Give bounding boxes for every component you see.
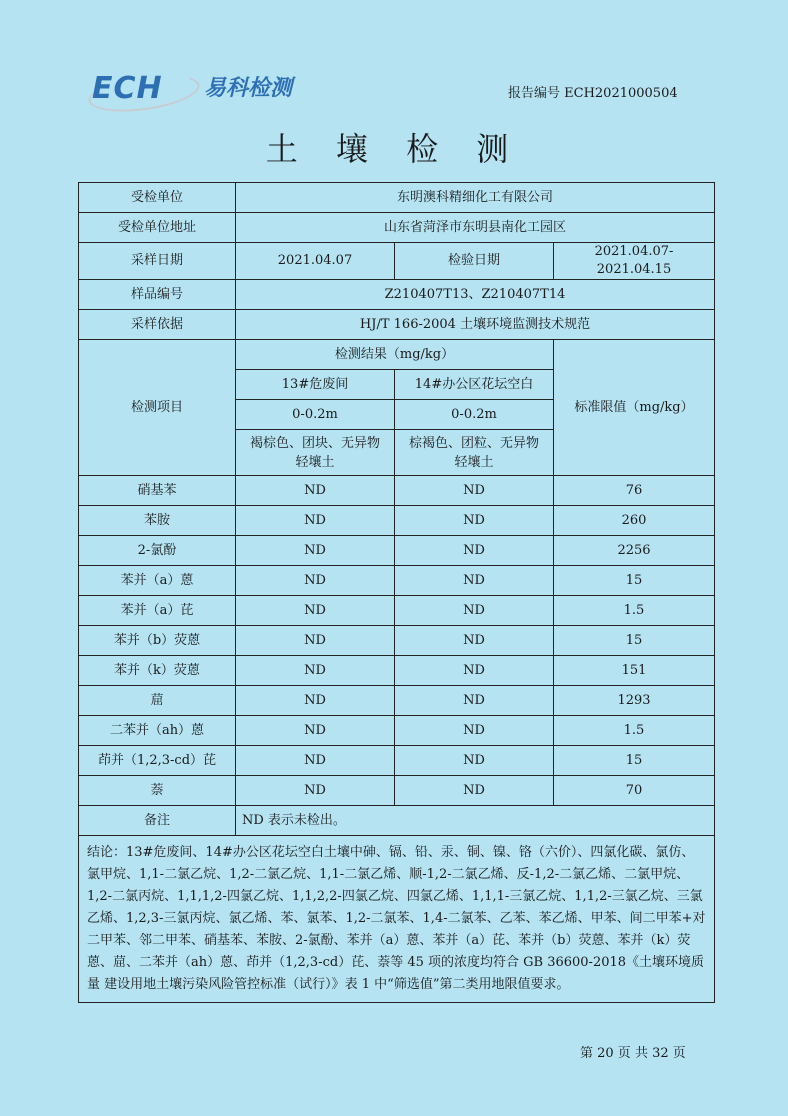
result-2: ND (395, 626, 554, 656)
conclusion-text: 结论：13#危废间、14#办公区花坛空白土壤中砷、镉、铅、汞、铜、镍、铬（六价）、四氯化碳、氯仿、氯甲烷、1,1-二氯乙烷、1,2-二氯乙烷、1,1-二氯乙烯、顺-1,2-二氯乙烯、反-1,2-二氯乙烯、二氯甲烷、1,2-二氯丙烷、1,1,1,2-四氯乙烷、1,1,2,2-四氯乙烷、四氯乙烯、1,1,1-三氯乙烷、1,1,2-三氯乙烷、三氯乙烯、1,2,3-三氯丙烷、氯乙烯、苯、氯苯、1,2-二氯苯、1,4-二氯苯、乙苯、苯乙烯、甲苯、间二甲苯+对二甲苯、邻二甲苯、硝基苯、苯胺、2-氯酚、苯并（a）蒽、苯并（a）芘、苯并（b）荧蒽、苯并（k）荧蒽、䓛、二苯并（ah）蒽、茚并（1,2,3-cd）芘、萘等 45 项的浓度均符合 GB 36600-2018《土壤环境质量 建设用地土壤污染风险管控标准（试行）》表 1 中“筛选值”第二类用地限值要求。 (79, 836, 715, 1003)
sample-no-label: 样品编号 (79, 280, 236, 310)
page-title: 土 壤 检 测 (265, 130, 523, 168)
desc-2-line-b: 轻壤土 (454, 454, 494, 470)
limit-value: 76 (554, 476, 715, 506)
desc-1-line-a: 褐棕色、团块、无异物 (249, 435, 380, 451)
result-1: ND (236, 476, 395, 506)
limit-value: 1.5 (554, 716, 715, 746)
row-basis (79, 310, 715, 340)
result-header: 检测结果（mg/kg） (236, 340, 554, 370)
table-row (79, 716, 715, 746)
result-2: ND (395, 746, 554, 776)
item-name: 䓛 (79, 686, 236, 716)
item-header: 检测项目 (79, 340, 236, 476)
note-text: ND 表示未检出。 (236, 806, 715, 836)
limit-value: 260 (554, 506, 715, 536)
table-row (79, 476, 715, 506)
result-2: ND (395, 656, 554, 686)
desc-2 (395, 430, 554, 476)
site-2: 14#办公区花坛空白 (395, 370, 554, 400)
result-1: ND (236, 566, 395, 596)
sample-no-value: Z210407T13、Z210407T14 (236, 280, 715, 310)
result-1: ND (236, 716, 395, 746)
note-label: 备注 (79, 806, 236, 836)
row-sample-no (79, 280, 715, 310)
item-name: 萘 (79, 776, 236, 806)
address-label: 受检单位地址 (79, 213, 236, 243)
item-name: 苯并（k）荧蒽 (79, 656, 236, 686)
company-logo (92, 68, 322, 110)
item-name: 二苯并（ah）蒽 (79, 716, 236, 746)
table-row (79, 566, 715, 596)
result-1: ND (236, 596, 395, 626)
result-2: ND (395, 716, 554, 746)
result-2: ND (395, 536, 554, 566)
item-name: 苯胺 (79, 506, 236, 536)
result-1: ND (236, 746, 395, 776)
depth-1: 0-0.2m (236, 400, 395, 430)
result-2: ND (395, 596, 554, 626)
table-row (79, 656, 715, 686)
limit-value: 70 (554, 776, 715, 806)
row-header-1 (79, 340, 715, 370)
limit-value: 1.5 (554, 596, 715, 626)
result-2: ND (395, 566, 554, 596)
table-row (79, 536, 715, 566)
logo-chinese-name: 易科检测 (204, 76, 293, 101)
test-date-value: 2021.04.07-2021.04.15 (554, 243, 715, 280)
limit-value: 151 (554, 656, 715, 686)
result-1: ND (236, 506, 395, 536)
result-1: ND (236, 776, 395, 806)
row-dates (79, 243, 715, 280)
site-1: 13#危废间 (236, 370, 395, 400)
limit-value: 15 (554, 566, 715, 596)
table-row (79, 746, 715, 776)
limit-value: 2256 (554, 536, 715, 566)
table-row (79, 626, 715, 656)
address-value: 山东省菏泽市东明县南化工园区 (236, 213, 715, 243)
table-row (79, 776, 715, 806)
soil-test-table (78, 182, 715, 1003)
item-name: 苯并（b）荧蒽 (79, 626, 236, 656)
limit-header: 标准限值（mg/kg） (554, 340, 715, 476)
unit-value: 东明澳科精细化工有限公司 (236, 183, 715, 213)
result-2: ND (395, 506, 554, 536)
row-note (79, 806, 715, 836)
desc-1-line-b: 轻壤土 (295, 454, 335, 470)
limit-value: 15 (554, 746, 715, 776)
unit-label: 受检单位 (79, 183, 236, 213)
page-number: 第 20 页 共 32 页 (580, 1046, 686, 1061)
logo-mark: ECH (92, 71, 163, 106)
result-2: ND (395, 686, 554, 716)
result-2: ND (395, 776, 554, 806)
row-conclusion (79, 836, 715, 1003)
limit-value: 15 (554, 626, 715, 656)
desc-1 (236, 430, 395, 476)
table-row (79, 506, 715, 536)
test-date-label: 检验日期 (395, 243, 554, 280)
table-row (79, 686, 715, 716)
item-name: 苯并（a）芘 (79, 596, 236, 626)
item-name: 2-氯酚 (79, 536, 236, 566)
desc-2-line-a: 棕褐色、团粒、无异物 (408, 435, 539, 451)
sample-date-value: 2021.04.07 (236, 243, 395, 280)
basis-label: 采样依据 (79, 310, 236, 340)
result-1: ND (236, 686, 395, 716)
report-number: 报告编号 ECH2021000504 (508, 86, 678, 101)
result-1: ND (236, 536, 395, 566)
row-unit (79, 183, 715, 213)
basis-value: HJ/T 166-2004 土壤环境监测技术规范 (236, 310, 715, 340)
table-row (79, 596, 715, 626)
result-1: ND (236, 656, 395, 686)
row-address (79, 213, 715, 243)
sample-date-label: 采样日期 (79, 243, 236, 280)
item-name: 硝基苯 (79, 476, 236, 506)
result-2: ND (395, 476, 554, 506)
limit-value: 1293 (554, 686, 715, 716)
depth-2: 0-0.2m (395, 400, 554, 430)
item-name: 苯并（a）蒽 (79, 566, 236, 596)
item-name: 茚并（1,2,3-cd）芘 (79, 746, 236, 776)
result-1: ND (236, 626, 395, 656)
